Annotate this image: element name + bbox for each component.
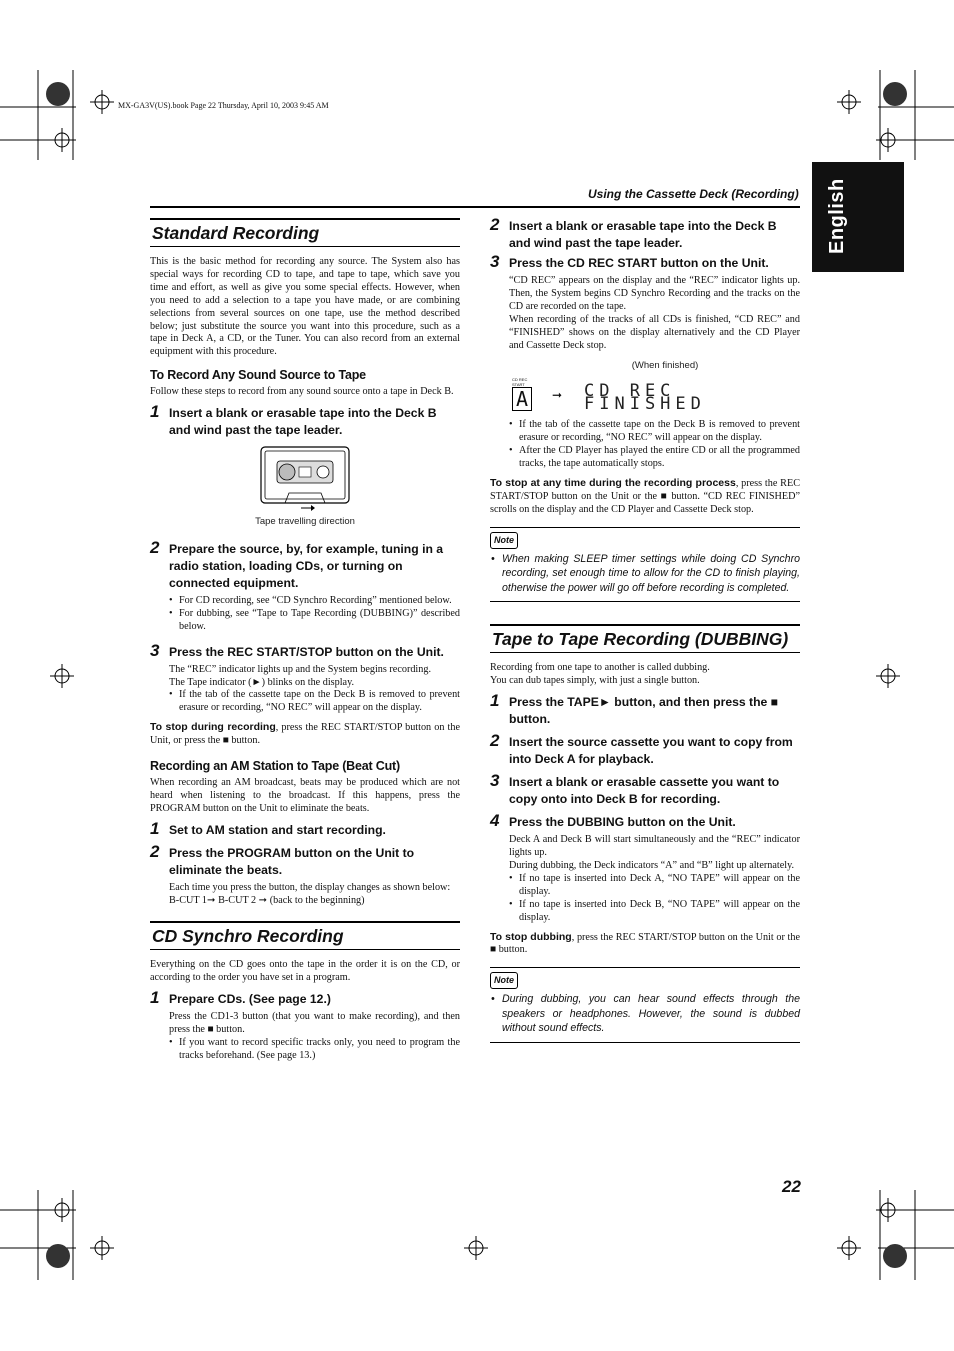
display-caption: (When finished) xyxy=(631,360,699,372)
display-indicator: CD REC START xyxy=(512,377,528,388)
step-text: Press the CD1-3 button (that you want to make recording), and then press the ■ button. xyxy=(169,1011,460,1036)
step: 1 Set to AM station and start recording. xyxy=(150,818,386,838)
page-number: 22 xyxy=(782,1177,801,1196)
step-text: The Tape indicator (►) blinks on the display. xyxy=(169,676,355,688)
step-text: Each time you press the button, the display changes as shown below: xyxy=(169,881,451,893)
step-text: B-CUT 1➞ B-CUT 2 ➞ (back to the beginning) xyxy=(169,894,365,906)
step-text: When recording of the tracks of all CDs is finished, “CD REC” and “FINISHED” shows on the display alternatively and the CD Player and Cassette Deck stop. xyxy=(509,313,800,351)
step: 3 Press the REC START/STOP button on the Unit. xyxy=(150,640,444,660)
stop-instruction: To stop at any time during the recording process, press the REC START/STOP button on the Unit or the ■ button. “CD REC FINISHED” scrolls on the display and the CD Player and Cassette Deck stop. xyxy=(490,476,800,515)
step: 1 Prepare CDs. (See page 12.) xyxy=(150,988,331,1008)
deck-indicator: A xyxy=(512,387,532,411)
section-title: Tape to Tape Recording (DUBBING) xyxy=(492,629,789,650)
note-text: • When making SLEEP timer settings while doing CD Synchro recording, set enough time to allow for the CD to finish playing, otherwise the power will go off before recording is completed. xyxy=(490,552,800,596)
section-standard-recording xyxy=(150,218,460,247)
step: 1 Press the TAPE► button, and then press the ■ button. xyxy=(490,691,779,727)
step: 4 Press the DUBBING button on the Unit. xyxy=(490,811,736,831)
step-text: Deck A and Deck B will start simultaneously and the “REC” indicator lights up. xyxy=(509,834,800,859)
language-tab-label: English xyxy=(826,178,848,254)
bullet: • After the CD Player has played the entire CD or all the programmed tracks, the tape automatically stops. xyxy=(490,445,800,471)
note-box xyxy=(490,527,800,603)
language-tab xyxy=(812,162,904,272)
step-text: The “REC” indicator lights up and the System begins recording. xyxy=(169,663,431,675)
intro-text: You can dub tapes simply, with just a single button. xyxy=(490,675,700,687)
display-text: CD REC FINISHED xyxy=(584,381,706,415)
running-header: Using the Cassette Deck (Recording) xyxy=(588,187,799,201)
bullet: • If no tape is inserted into Deck A, “NO TAPE” will appear on the display. xyxy=(490,873,800,899)
step-text: During dubbing, the Deck indicators “A” and “B” light up alternately. xyxy=(509,860,795,871)
file-meta: MX-GA3V(US).book Page 22 Thursday, April 10, 2003 9:45 AM xyxy=(118,101,329,110)
bullet: • If no tape is inserted into Deck B, “NO TAPE” will appear on the display. xyxy=(490,899,800,925)
note-box xyxy=(490,967,800,1043)
body-text: Follow these steps to record from any sound source onto a tape in Deck B. xyxy=(150,386,454,398)
note-icon: Note xyxy=(490,532,518,549)
bullet: • For CD recording, see “CD Synchro Recording” mentioned below. xyxy=(150,595,460,608)
stop-instruction: To stop dubbing, press the REC START/STOP button on the Unit or the ■ button. xyxy=(490,930,800,956)
step: 2 Press the PROGRAM button on the Unit to eliminate the beats. xyxy=(150,841,415,877)
stop-instruction: To stop during recording, press the REC START/STOP button on the Unit, or press the ■ button. xyxy=(150,721,461,747)
note-text: • During dubbing, you can hear sound effects through the speakers or headphones. However, the sound is dubbed without sound effects. xyxy=(490,992,800,1036)
bullet: • If the tab of the cassette tape on the Deck B is removed to prevent erasure or recording, “NO REC” will appear on the display. xyxy=(150,689,460,715)
bullet: • If you want to record specific tracks only, you need to program the tracks beforehand. (See page 13.) xyxy=(150,1037,460,1063)
step-text: “CD REC” appears on the display and the “REC” indicator lights up. Then, the System begins CD Synchro Recording and the tracks on the CD are recorded on the tape. xyxy=(509,275,800,312)
left-column xyxy=(150,218,460,1063)
subheading: Recording an AM Station to Tape (Beat Cut) xyxy=(150,759,400,774)
intro-text: This is the basic method for recording any source. The System also has special ways for recording CD to tape, and tape to tape, which save you time and effort, as well as give you some special effects. However, when you need to add a selection to a tape you have made, or are combining selections from several sources on one tape, use the method described below; just substitute the source you want into this procedure, such as a tape in Deck A, a CD, or the Tuner. You can also record from an external equipment with this procedure. xyxy=(150,256,460,358)
bullet: • If the tab of the cassette tape on the Deck B is removed to prevent erasure or recording, “NO REC” will appear on the display. xyxy=(490,419,800,445)
cassette-illustration xyxy=(255,445,355,511)
step: 2 Insert a blank or erasable tape into the Deck B and wind past the tape leader. xyxy=(490,215,777,250)
section-title: Standard Recording xyxy=(152,223,320,243)
intro-text: Recording from one tape to another is called dubbing. xyxy=(490,662,710,674)
step: 2 Prepare the source, by, for example, tuning in a radio station, loading CDs, or turning on connected equipment. xyxy=(150,537,444,590)
step: 2 Insert the source cassette you want to copy from into Deck A for playback. xyxy=(490,731,793,767)
intro-text: Everything on the CD goes onto the tape in the order it is on the CD, or according to the order you have set in a program. xyxy=(150,959,460,984)
step: 3 Insert a blank or erasable cassette you want to copy onto into Deck B for recording. xyxy=(490,771,780,807)
bullet: • For dubbing, see “Tape to Tape Recording (DUBBING)” described below. xyxy=(150,608,460,634)
step: 1 Insert a blank or erasable tape into the Deck B and wind past the tape leader. xyxy=(150,402,437,438)
display-panel xyxy=(508,377,800,413)
header-rule xyxy=(150,206,800,208)
step: 3 Press the CD REC START button on the Unit. xyxy=(490,252,769,271)
figure-caption: Tape travelling direction xyxy=(255,515,355,527)
body-text: When recording an AM broadcast, beats may be produced which are not heard when listening to the broadcast. If this happens, press the PROGRAM button on the Unit to eliminate the beats. xyxy=(150,776,460,814)
section-title: CD Synchro Recording xyxy=(152,926,344,947)
section-dubbing xyxy=(490,624,800,653)
arrow-icon: ➞ xyxy=(552,388,563,403)
right-column xyxy=(490,216,800,1043)
section-cd-synchro xyxy=(150,921,460,950)
subheading: To Record Any Sound Source to Tape xyxy=(150,368,366,383)
cassette-figure xyxy=(150,445,460,529)
note-icon: Note xyxy=(490,972,518,989)
